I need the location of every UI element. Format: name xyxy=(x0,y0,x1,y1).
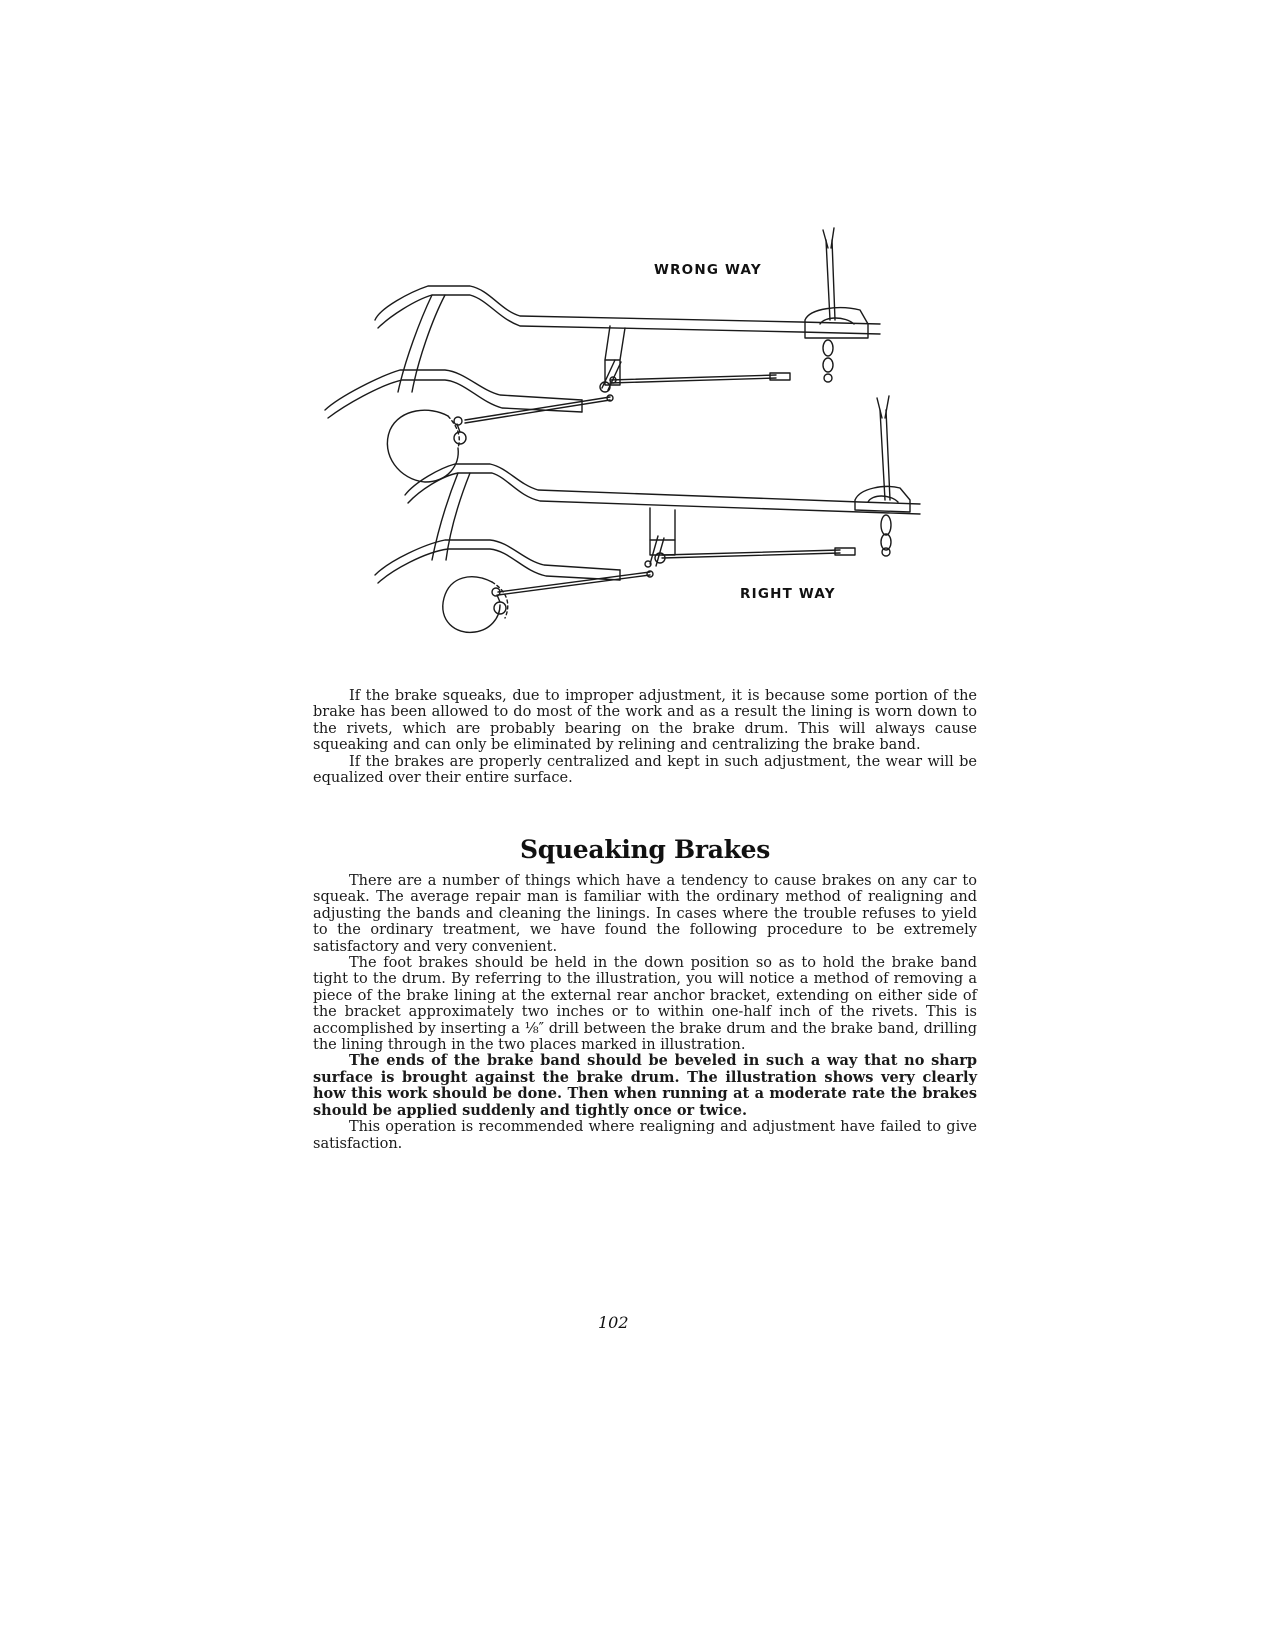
chassis-diagram-icon xyxy=(320,220,960,650)
body-paragraph: The foot brakes should be held in the down position so as to hold the brake band tight to the drum. By referring to the illustration, you will notice a method of removing a piece of the brake lining at the external rear anchor bracket, extending on either side of the bracket approximately two inches or to within one-half inch of the rivets. This is accomplished by inserting a ⅛″ drill between the brake drum and the brake band, drilling the lining through in the two places marked in illustration. xyxy=(313,955,977,1054)
body-paragraph: There are a number of things which have a tendency to cause brakes on any car to squeak. The average repair man is familiar with the ordinary method of realigning and adjusting the bands and cleaning the linings. In cases where the trouble refuses to yield to the ordinary treatment, we have found the following procedure to be extremely satisfactory and very convenient. xyxy=(313,873,977,955)
intro-paragraph: If the brakes are properly centralized and kept in such adjustment, the wear will be equalized over their entire surface. xyxy=(313,753,977,787)
intro-text xyxy=(313,688,977,786)
wrong-way-label: WRONG WAY xyxy=(654,262,762,278)
intro-paragraph: If the brake squeaks, due to improper adjustment, it is because some portion of the brake has been allowed to do most of the work and as a result the lining is worn down to the rivets, which are probably bearing on the brake drum. This will always cause squeaking and can only be eliminated by relining and centralizing the brake band. xyxy=(313,688,977,754)
section-body xyxy=(313,873,977,1152)
right-way-label: RIGHT WAY xyxy=(740,586,836,602)
body-paragraph: This operation is recommended where realigning and adjustment have failed to give satisfaction. xyxy=(313,1119,977,1152)
page-number: 102 xyxy=(598,1313,629,1332)
brake-linkage-illustration xyxy=(320,220,960,650)
body-paragraph: The ends of the brake band should be beveled in such a way that no sharp surface is brought against the brake drum. The illustration shows very clearly how this work should be done. Then when running at a moderate rate the brakes should be applied suddenly and tightly once or twice. xyxy=(313,1052,977,1119)
section-title: Squeaking Brakes xyxy=(520,835,770,864)
